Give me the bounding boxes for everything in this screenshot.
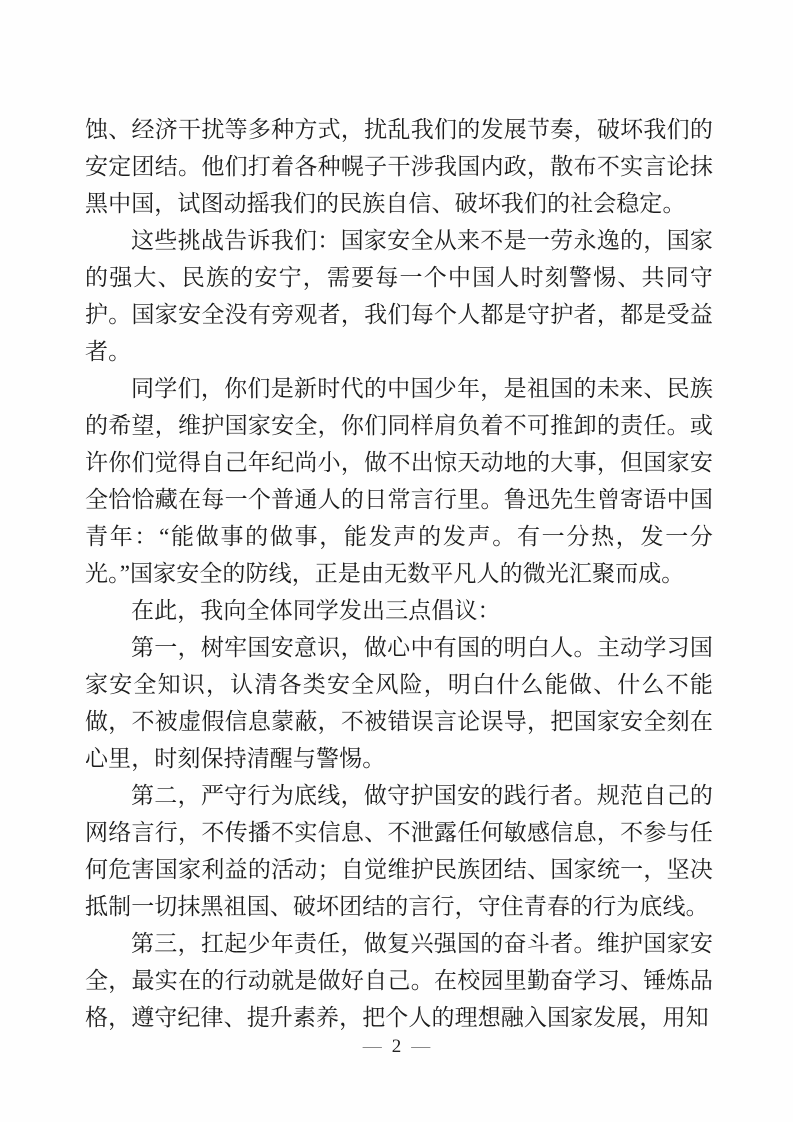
paragraph: 在此，我向全体同学发出三点倡议：	[131, 598, 501, 623]
footer-left-dash: —	[362, 1036, 382, 1057]
page-number: 2	[391, 1036, 402, 1057]
paragraph: 第一，树牢国安意识，做心中有国的明白人。主动学习国家安全知识，认清各类安全风险，明白什么能做、什么不能做，不被虚假信息蒙蔽，不被错误言论误导，把国家安全刻在心里，时刻保持清醒与警惕。	[85, 635, 713, 771]
document-body	[85, 111, 713, 1036]
paragraph: 第二，严守行为底线，做守护国安的践行者。规范自己的网络言行，不传播不实信息、不泄露任何敏感信息，不参与任何危害国家利益的活动；自觉维护民族团结、国家统一，坚决抵制一切抹黑祖国、破坏团结的言行，守住青春的行为底线。	[85, 783, 713, 919]
page-footer	[0, 1034, 793, 1060]
paragraph: 同学们，你们是新时代的中国少年，是祖国的未来、民族的希望，维护国家安全，你们同样肩负着不可推卸的责任。或许你们觉得自己年纪尚小，做不出惊天动地的大事，但国家安全恰恰藏在每一个普通人的日常言行里。鲁迅先生曾寄语中国青年：“能做事的做事，能发声的发声。有一分热，发一分光。”国家安全的防线，正是由无数平凡人的微光汇聚而成。	[85, 376, 713, 586]
paragraph: 这些挑战告诉我们：国家安全从来不是一劳永逸的，国家的强大、民族的安宁，需要每一个中国人时刻警惕、共同守护。国家安全没有旁观者，我们每个人都是守护者，都是受益者。	[85, 228, 713, 364]
footer-right-dash: —	[411, 1036, 431, 1057]
paragraph: 第三，扛起少年责任，做复兴强国的奋斗者。维护国家安全，最实在的行动就是做好自己。在校园里勤奋学习、锤炼品格，遵守纪律、提升素养，把个人的理想融入国家发展，用知	[85, 931, 713, 1030]
paragraph: 蚀、经济干扰等多种方式，扰乱我们的发展节奏，破坏我们的安定团结。他们打着各种幌子干涉我国内政，散布不实言论抹黑中国，试图动摇我们的民族自信、破坏我们的社会稳定。	[85, 117, 713, 216]
